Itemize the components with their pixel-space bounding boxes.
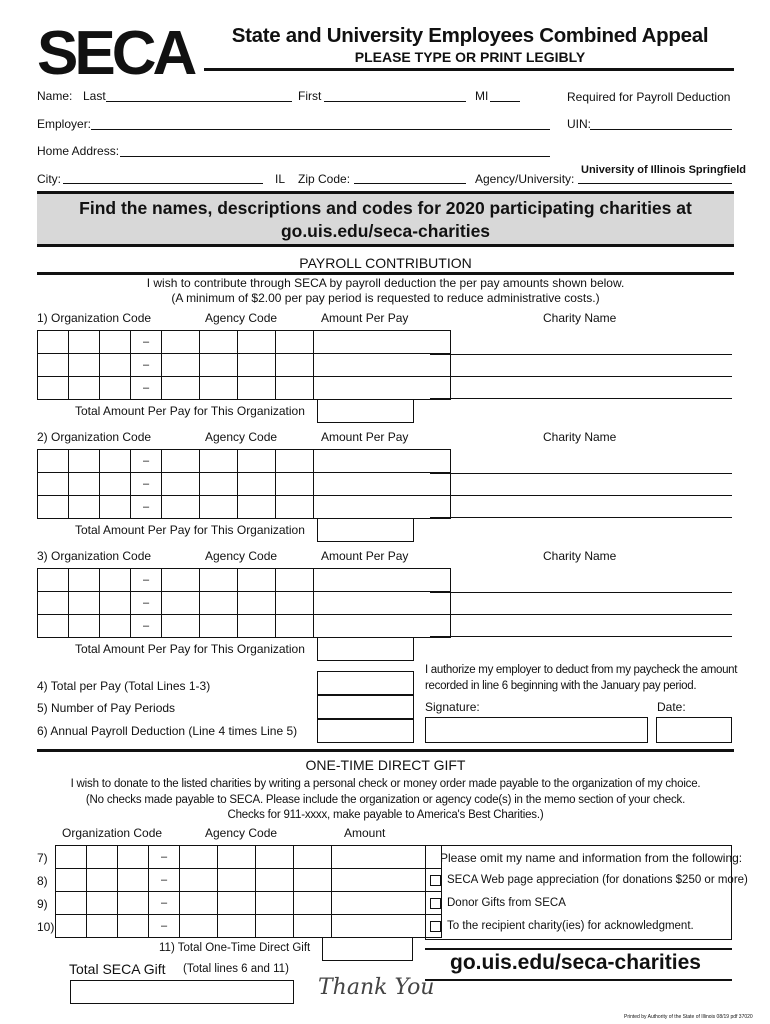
grid-cell[interactable] <box>38 331 69 354</box>
charity-name-label-2: Charity Name <box>543 430 617 444</box>
charity-name-line[interactable] <box>430 398 732 399</box>
line-11-label: 11) Total One-Time Direct Gift <box>159 942 311 954</box>
grid-cell[interactable] <box>56 846 87 869</box>
direct-gift-grid[interactable] <box>55 845 442 938</box>
opt-web-label: SECA Web page appreciation (for donations $250 or more) <box>447 874 748 886</box>
grid-cell[interactable] <box>162 473 200 496</box>
grid-cell[interactable] <box>294 869 332 892</box>
agency-label: Agency/University: <box>475 172 575 186</box>
state-label: IL <box>275 172 286 186</box>
line-5-label: 5) Number of Pay Periods <box>37 701 176 715</box>
opt-recipient-label: To the recipient charity(ies) for acknowledgment. <box>447 920 694 932</box>
code-separator-dash: – <box>131 615 162 638</box>
grid-cell[interactable] <box>100 450 131 473</box>
charity-name-line[interactable] <box>430 636 732 637</box>
grid-cell[interactable] <box>56 892 87 915</box>
svg-text:SECA: SECA <box>37 22 194 80</box>
line-4-box[interactable] <box>317 671 414 695</box>
code-separator-dash: – <box>149 869 180 892</box>
date-label: Date: <box>657 700 686 714</box>
grid-cell[interactable] <box>314 450 451 473</box>
grid-cell[interactable] <box>238 331 276 354</box>
charity-name-line[interactable] <box>430 517 732 518</box>
grid-cell[interactable] <box>100 496 131 519</box>
city-field[interactable] <box>63 183 263 184</box>
org-total-box-2[interactable] <box>317 518 414 542</box>
line-4-label: 4) Total per Pay (Total Lines 1-3) <box>37 679 211 693</box>
form-title: State and University Employees Combined Appeal <box>231 24 709 47</box>
charity-name-line[interactable] <box>430 495 732 496</box>
grid-cell[interactable] <box>162 592 200 615</box>
grid-cell[interactable] <box>162 450 200 473</box>
direct-intro-2: (No checks made payable to SECA. Please include the organization or agency code(s) in the memo section of your check. <box>85 794 686 806</box>
grid-cell[interactable] <box>69 354 100 377</box>
grid-cell[interactable] <box>218 915 256 938</box>
code-separator-dash: – <box>131 354 162 377</box>
grid-cell[interactable] <box>276 354 314 377</box>
home-address-label: Home Address: <box>37 144 120 158</box>
grid-cell[interactable] <box>294 915 332 938</box>
grid-cell[interactable] <box>218 869 256 892</box>
home-address-field[interactable] <box>120 156 550 157</box>
grid-cell[interactable] <box>200 331 238 354</box>
grid-cell[interactable] <box>87 846 118 869</box>
last-name-field[interactable] <box>106 101 292 102</box>
seca-logo <box>37 22 199 80</box>
payroll-divider <box>37 272 734 275</box>
grid-cell[interactable] <box>118 915 149 938</box>
charity-name-line[interactable] <box>430 376 732 377</box>
grid-cell[interactable] <box>200 450 238 473</box>
grid-cell[interactable] <box>294 892 332 915</box>
org-total-label-1: Total Amount Per Pay for This Organization <box>75 404 305 418</box>
grid-cell[interactable] <box>56 915 87 938</box>
direct-amount-label: Amount <box>344 826 386 840</box>
grid-cell[interactable] <box>180 892 218 915</box>
uin-label: UIN: <box>567 117 591 131</box>
code-separator-dash: – <box>149 915 180 938</box>
mi-label: MI <box>475 89 489 103</box>
grid-cell[interactable] <box>200 473 238 496</box>
opt-gifts-label: Donor Gifts from SECA <box>447 897 566 909</box>
grid-cell[interactable] <box>294 846 332 869</box>
code-separator-dash: – <box>131 496 162 519</box>
org-total-box-1[interactable] <box>317 399 414 423</box>
grid-cell[interactable] <box>69 615 100 638</box>
grid-cell[interactable] <box>180 846 218 869</box>
grid-cell[interactable] <box>276 450 314 473</box>
org-code-label-3: 3) Organization Code <box>37 549 152 563</box>
amount-per-pay-label-2: Amount Per Pay <box>321 430 409 444</box>
row-7-label: 7) <box>37 851 48 865</box>
grid-cell[interactable] <box>314 496 451 519</box>
grid-cell[interactable] <box>276 615 314 638</box>
grid-cell[interactable] <box>38 496 69 519</box>
grid-cell[interactable] <box>218 846 256 869</box>
fine-print: Printed by Authority of the State of Illinois 08/19 pdf 37020 <box>624 1014 753 1020</box>
grid-cell[interactable] <box>238 473 276 496</box>
grid-cell[interactable] <box>100 354 131 377</box>
org-code-label-1: 1) Organization Code <box>37 311 152 325</box>
total-seca-box[interactable] <box>70 980 294 1004</box>
grid-cell[interactable] <box>238 354 276 377</box>
opt-web-checkbox[interactable] <box>430 875 441 886</box>
grid-cell[interactable] <box>100 592 131 615</box>
code-separator-dash: – <box>131 473 162 496</box>
grid-cell[interactable] <box>162 615 200 638</box>
grid-cell[interactable] <box>69 496 100 519</box>
grid-cell[interactable] <box>38 377 69 400</box>
direct-intro-3: Checks for 911-xxxx, make payable to America's Best Charities.) <box>227 809 544 821</box>
grid-cell[interactable] <box>276 569 314 592</box>
opt-recipient-checkbox[interactable] <box>430 921 441 932</box>
code-separator-dash: – <box>131 592 162 615</box>
grid-cell[interactable] <box>256 846 294 869</box>
total-seca-label: Total SECA Gift <box>69 961 166 977</box>
amount-per-pay-label-1: Amount Per Pay <box>321 311 409 325</box>
grid-cell[interactable] <box>100 569 131 592</box>
grid-cell[interactable] <box>200 377 238 400</box>
grid-cell[interactable] <box>200 592 238 615</box>
grid-cell[interactable] <box>238 592 276 615</box>
line-11-box[interactable] <box>322 937 413 961</box>
grid-cell[interactable] <box>56 869 87 892</box>
name-label: Name: <box>37 89 73 103</box>
grid-cell[interactable] <box>238 615 276 638</box>
agency-code-label-3: Agency Code <box>205 549 278 563</box>
code-separator-dash: – <box>149 846 180 869</box>
grid-cell[interactable] <box>162 354 200 377</box>
grid-cell[interactable] <box>69 569 100 592</box>
grid-cell[interactable] <box>38 615 69 638</box>
zip-field[interactable] <box>354 183 466 184</box>
grid-cell[interactable] <box>162 377 200 400</box>
agency-code-label-2: Agency Code <box>205 430 278 444</box>
grid-cell[interactable] <box>162 569 200 592</box>
row-8-label: 8) <box>37 874 48 888</box>
org-total-label-3: Total Amount Per Pay for This Organization <box>75 642 305 656</box>
footer-url[interactable]: go.uis.edu/seca-charities <box>450 951 701 974</box>
grid-cell[interactable] <box>118 869 149 892</box>
direct-gift-divider <box>37 749 734 752</box>
form-subtitle: PLEASE TYPE OR PRINT LEGIBLY <box>354 49 586 65</box>
grid-cell[interactable] <box>38 592 69 615</box>
org-code-grid-3[interactable] <box>37 568 451 638</box>
charities-banner <box>37 191 734 247</box>
amount-per-pay-label-3: Amount Per Pay <box>321 549 409 563</box>
payroll-heading: PAYROLL CONTRIBUTION <box>299 255 472 271</box>
first-label: First <box>298 89 322 103</box>
grid-cell[interactable] <box>276 331 314 354</box>
grid-cell[interactable] <box>276 496 314 519</box>
grid-cell[interactable] <box>38 569 69 592</box>
grid-cell[interactable] <box>118 846 149 869</box>
grid-cell[interactable] <box>314 473 451 496</box>
grid-cell[interactable] <box>180 915 218 938</box>
grid-cell[interactable] <box>200 496 238 519</box>
code-separator-dash: – <box>131 377 162 400</box>
direct-gift-heading: ONE-TIME DIRECT GIFT <box>305 757 466 773</box>
grid-cell[interactable] <box>100 615 131 638</box>
grid-cell[interactable] <box>69 331 100 354</box>
opt-gifts-checkbox[interactable] <box>430 898 441 909</box>
grid-cell[interactable] <box>100 377 131 400</box>
grid-cell[interactable] <box>218 892 256 915</box>
thank-you-signature: Thank You <box>318 975 435 1000</box>
charity-name-line[interactable] <box>430 592 732 593</box>
charity-name-line[interactable] <box>430 473 732 474</box>
grid-cell[interactable] <box>200 615 238 638</box>
grid-cell[interactable] <box>256 869 294 892</box>
authorize-text-2: recorded in line 6 beginning with the January pay period. <box>425 680 697 692</box>
grid-cell[interactable] <box>238 496 276 519</box>
last-label: Last <box>83 89 106 103</box>
code-separator-dash: – <box>149 892 180 915</box>
agency-code-label-1: Agency Code <box>205 311 278 325</box>
direct-org-code-label: Organization Code <box>62 826 163 840</box>
row-10-label: 10) <box>37 920 55 934</box>
grid-cell[interactable] <box>314 331 451 354</box>
grid-cell[interactable] <box>38 354 69 377</box>
row-9-label: 9) <box>37 897 48 911</box>
grid-cell[interactable] <box>314 569 451 592</box>
total-seca-note: (Total lines 6 and 11) <box>183 963 289 975</box>
grid-cell[interactable] <box>69 450 100 473</box>
grid-cell[interactable] <box>69 473 100 496</box>
grid-cell[interactable] <box>100 473 131 496</box>
grid-cell[interactable] <box>256 915 294 938</box>
grid-cell[interactable] <box>276 377 314 400</box>
grid-cell[interactable] <box>69 592 100 615</box>
org-total-label-2: Total Amount Per Pay for This Organization <box>75 523 305 537</box>
grid-cell[interactable] <box>276 592 314 615</box>
signature-box[interactable] <box>425 717 648 743</box>
agency-field[interactable] <box>578 183 732 184</box>
banner-url[interactable]: go.uis.edu/seca-charities <box>280 221 491 241</box>
grid-cell[interactable] <box>314 615 451 638</box>
grid-cell[interactable] <box>314 592 451 615</box>
first-name-field[interactable] <box>324 101 466 102</box>
grid-cell[interactable] <box>314 354 451 377</box>
grid-cell[interactable] <box>118 892 149 915</box>
grid-cell[interactable] <box>87 915 118 938</box>
org-code-grid-2[interactable] <box>37 449 451 519</box>
line-5-box[interactable] <box>317 695 414 719</box>
payroll-intro-2: (A minimum of $2.00 per pay period is requested to reduce administrative costs.) <box>171 291 600 305</box>
authorize-text-1: I authorize my employer to deduct from my paycheck the amount <box>425 664 738 676</box>
zip-label: Zip Code: <box>298 172 351 186</box>
grid-cell[interactable] <box>87 869 118 892</box>
org-code-grid-1[interactable] <box>37 330 451 400</box>
grid-cell[interactable] <box>87 892 118 915</box>
direct-agency-code-label: Agency Code <box>205 826 278 840</box>
org-code-label-2: 2) Organization Code <box>37 430 152 444</box>
charity-name-line[interactable] <box>430 614 732 615</box>
line-6-label: 6) Annual Payroll Deduction (Line 4 times Line 5) <box>37 724 298 738</box>
employer-label: Employer: <box>37 117 92 131</box>
charity-name-label-1: Charity Name <box>543 311 617 325</box>
grid-cell[interactable] <box>256 892 294 915</box>
city-label: City: <box>37 172 61 186</box>
direct-intro-1: I wish to donate to the listed charities by writing a personal check or money order made payable to the organization of my choice. <box>70 778 701 790</box>
grid-cell[interactable] <box>238 450 276 473</box>
charity-name-label-3: Charity Name <box>543 549 617 563</box>
payroll-intro-1: I wish to contribute through SECA by payroll deduction the per pay amounts shown below. <box>146 276 625 290</box>
grid-cell[interactable] <box>200 354 238 377</box>
grid-cell[interactable] <box>276 473 314 496</box>
grid-cell[interactable] <box>162 496 200 519</box>
grid-cell[interactable] <box>38 450 69 473</box>
required-note: Required for Payroll Deduction <box>567 90 731 104</box>
title-divider <box>204 68 734 71</box>
grid-cell[interactable] <box>314 377 451 400</box>
employer-field[interactable] <box>91 129 550 130</box>
grid-cell[interactable] <box>238 377 276 400</box>
line-6-box[interactable] <box>317 719 414 743</box>
org-total-box-3[interactable] <box>317 637 414 661</box>
signature-label: Signature: <box>425 700 480 714</box>
agency-value: University of Illinois Springfield <box>581 164 747 176</box>
code-separator-dash: – <box>131 331 162 354</box>
grid-cell[interactable] <box>238 569 276 592</box>
code-separator-dash: – <box>131 450 162 473</box>
date-box[interactable] <box>656 717 732 743</box>
grid-cell[interactable] <box>180 869 218 892</box>
code-separator-dash: – <box>131 569 162 592</box>
grid-cell[interactable] <box>69 377 100 400</box>
banner-line-1: Find the names, descriptions and codes for 2020 participating charities at <box>79 198 692 218</box>
grid-cell[interactable] <box>100 331 131 354</box>
grid-cell[interactable] <box>162 331 200 354</box>
mi-field[interactable] <box>490 101 520 102</box>
grid-cell[interactable] <box>200 569 238 592</box>
omit-heading: Please omit my name and information from the following: <box>440 851 743 865</box>
charity-name-line[interactable] <box>430 354 732 355</box>
uin-field[interactable] <box>590 129 732 130</box>
grid-cell[interactable] <box>38 473 69 496</box>
